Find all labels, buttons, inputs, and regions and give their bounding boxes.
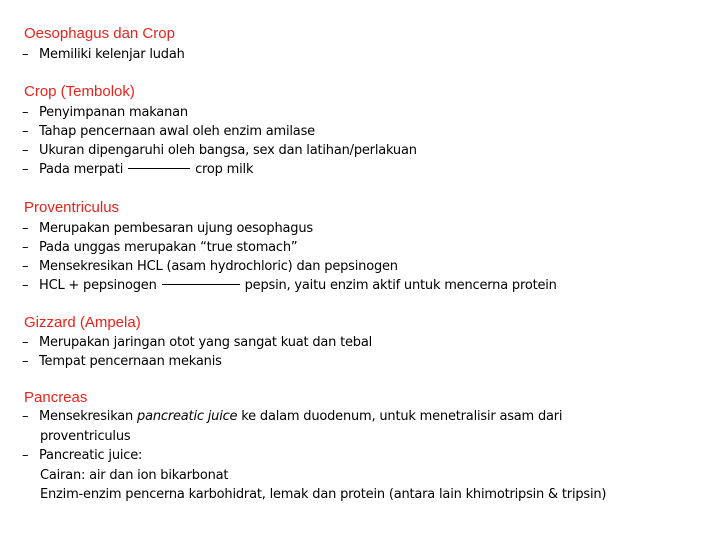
list-item: – Pancreatic juice: — [22, 448, 143, 463]
sub-item: Cairan: air dan ion bikarbonat — [40, 468, 229, 483]
list-item: – Ukuran dipengaruhi oleh bangsa, sex dan latihan/perlakuan — [22, 143, 417, 158]
list-item: – Tempat pencernaan mekanis — [22, 354, 222, 369]
list-item: – Merupakan jaringan otot yang sangat kuat dan tebal — [22, 335, 373, 350]
heading-oesophagus: Oesophagus dan Crop — [24, 25, 175, 42]
arrow-line — [162, 284, 240, 285]
list-item: – Penyimpanan makanan — [22, 105, 188, 120]
heading-pancreas: Pancreas — [24, 389, 88, 406]
heading-crop: Crop (Tembolok) — [24, 83, 135, 100]
list-item: – Mensekresikan HCL (asam hydrochloric) dan pepsinogen — [22, 259, 398, 274]
list-item: – Pada merpati crop milk — [22, 162, 254, 177]
list-item: – Mensekresikan pancreatic juice ke dalam duodenum, untuk menetralisir asam dari — [22, 409, 563, 424]
list-item: – Memiliki kelenjar ludah — [22, 47, 185, 62]
pancreatic-juice-term: pancreatic juice — [137, 409, 238, 424]
heading-proventriculus: Proventriculus — [24, 199, 120, 216]
list-item: – Pada unggas merupakan “true stomach” — [22, 240, 298, 255]
sub-item: Enzim-enzim pencerna karbohidrat, lemak dan protein (antara lain khimotripsin & tripsin) — [40, 487, 607, 502]
list-item: – Tahap pencernaan awal oleh enzim amilase — [22, 124, 315, 139]
list-item: – Merupakan pembesaran ujung oesophagus — [22, 221, 313, 236]
list-item: – HCL + pepsinogen pepsin, yaitu enzim aktif untuk mencerna protein — [22, 278, 557, 293]
heading-gizzard: Gizzard (Ampela) — [24, 314, 141, 331]
arrow-line — [128, 168, 190, 169]
list-item-continuation: proventriculus — [40, 429, 131, 444]
